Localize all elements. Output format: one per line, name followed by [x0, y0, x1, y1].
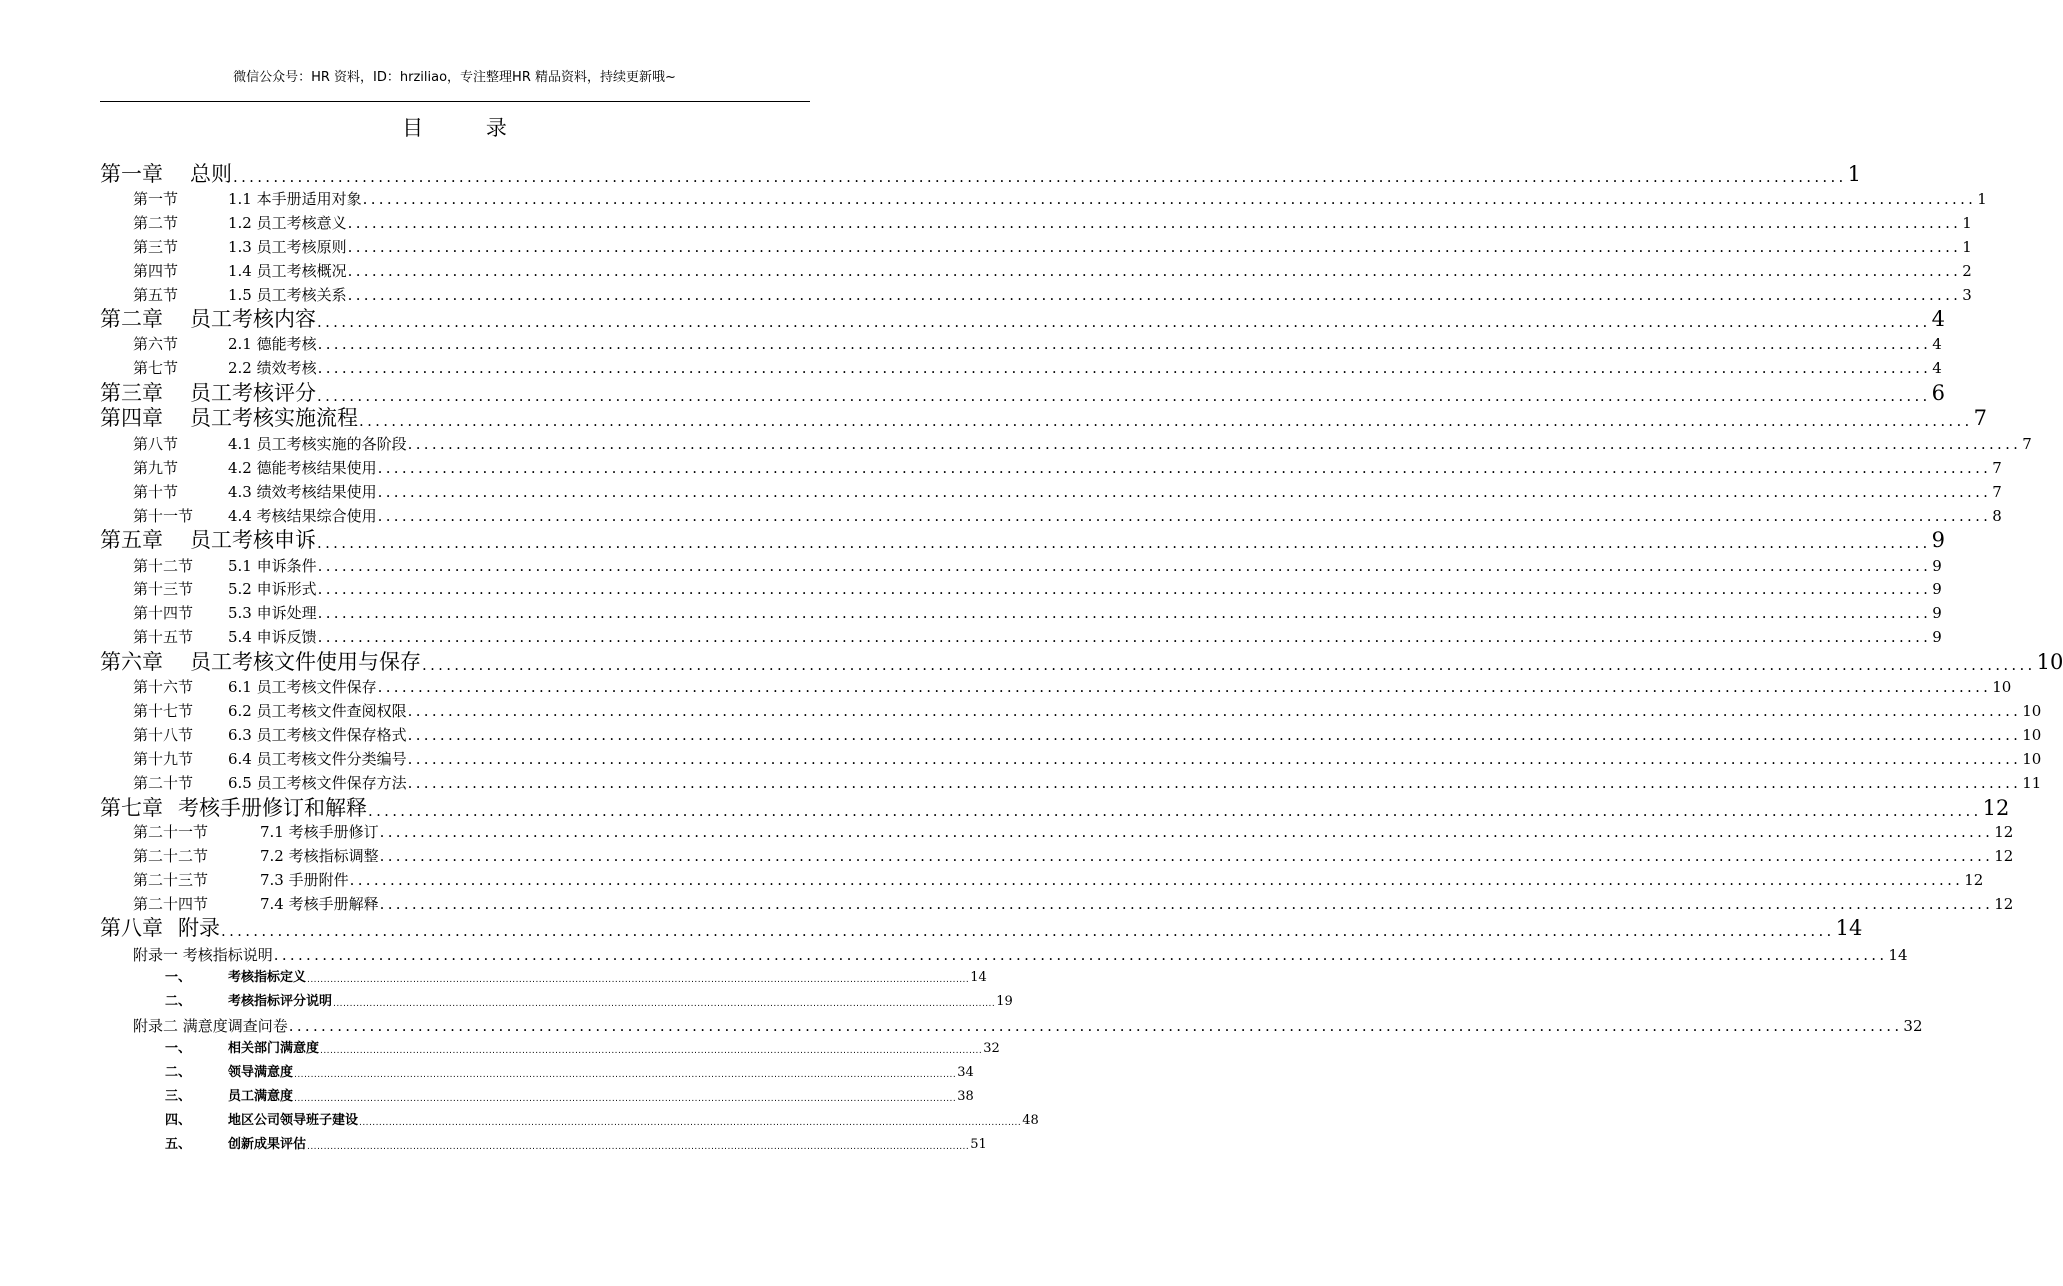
toc-section-label: 第十八节 [133, 726, 194, 744]
toc-leader: ........................................................................................................................................................................................................ [379, 823, 1994, 841]
toc-page-number: 12 [1994, 847, 2014, 865]
toc-leader: ........................................................................................................................................................................................................ [317, 580, 1932, 598]
toc-page-number: 1 [1962, 238, 1972, 256]
toc-section-6-3[interactable] [133, 725, 2042, 745]
toc-section-name: 1.3 员工考核原则 [228, 238, 347, 256]
toc-page-number: 1 [1962, 214, 1972, 232]
toc-leader: ........................................................................................................................................................................................................ [317, 628, 1932, 646]
toc-appendix-2-item-4[interactable] [165, 1112, 1039, 1130]
toc-section-1-4[interactable] [133, 261, 1972, 281]
toc-section-5-2[interactable] [133, 579, 1942, 599]
toc-section-name: 4.4 考核结果综合使用 [228, 507, 377, 525]
toc-item-name: 创新成果评估 [228, 1137, 307, 1152]
toc-leader: ........................................................................................................................................................................................................ [379, 895, 1994, 913]
toc-page-number: 32 [983, 1041, 1000, 1056]
toc-item-name: 考核指标评分说明 [228, 994, 333, 1009]
toc-leader: ........................................................................................................................................................................................................ [317, 335, 1932, 353]
toc-section-1-1[interactable] [133, 189, 1987, 209]
toc-section-label: 第八节 [133, 435, 179, 453]
toc-chapter-3[interactable] [100, 380, 1945, 406]
toc-leader: ........................................................................................................................................................................................................ [317, 313, 1931, 331]
toc-section-name: 5.3 申诉处理 [228, 604, 317, 622]
toc-chapter-label: 第三章 [100, 381, 163, 405]
toc-page-number: 34 [957, 1065, 974, 1080]
toc-chapter-label: 第二章 [100, 307, 163, 331]
toc-page-number: 19 [996, 994, 1013, 1009]
toc-section-name: 1.2 员工考核意义 [228, 214, 347, 232]
toc-chapter-4[interactable] [100, 405, 1987, 431]
toc-section-7-4[interactable] [133, 894, 2014, 914]
toc-page-number: 10 [2036, 650, 2063, 674]
toc-leader: ........................................................................................................................................................................................................ [307, 975, 970, 985]
toc-section-name: 7.2 考核指标调整 [260, 847, 379, 865]
toc-leader: ........................................................................................................................................................................................................ [347, 214, 1962, 232]
toc-section-5-4[interactable] [133, 627, 1942, 647]
toc-section-4-1[interactable] [133, 434, 2032, 454]
toc-section-label: 第五节 [133, 286, 179, 304]
toc-item-label: 四、 [165, 1113, 192, 1128]
toc-section-label: 第九节 [133, 459, 179, 477]
toc-appendix-1-item-1[interactable] [165, 969, 987, 987]
toc-page-number: 9 [1932, 580, 1942, 598]
toc-appendix-name: 附录二 满意度调查问卷 [133, 1017, 288, 1035]
toc-section-7-3[interactable] [133, 870, 1984, 890]
toc-leader: ........................................................................................................................................................................................................ [317, 534, 1931, 552]
toc-chapter-name: 总则 [190, 162, 232, 186]
toc-item-label: 一、 [165, 970, 192, 985]
toc-section-name: 6.4 员工考核文件分类编号 [228, 750, 407, 768]
toc-section-4-4[interactable] [133, 506, 2002, 526]
toc-section-name: 7.4 考核手册解释 [260, 895, 379, 913]
toc-page-number: 12 [1964, 871, 1984, 889]
toc-section-2-2[interactable] [133, 358, 1942, 378]
toc-leader: ........................................................................................................................................................................................................ [368, 802, 1982, 820]
toc-item-label: 一、 [165, 1041, 192, 1056]
toc-item-label: 五、 [165, 1137, 192, 1152]
toc-leader: ........................................................................................................................................................................................................ [362, 190, 1977, 208]
toc-chapter-name: 员工考核实施流程 [190, 406, 358, 430]
toc-section-6-5[interactable] [133, 773, 2042, 793]
toc-section-name: 6.2 员工考核文件查阅权限 [228, 702, 407, 720]
toc-item-name: 地区公司领导班子建设 [228, 1113, 359, 1128]
toc-leader: ........................................................................................................................................................................................................ [407, 774, 2022, 792]
toc-section-5-3[interactable] [133, 603, 1942, 623]
toc-appendix-name: 附录一 考核指标说明 [133, 946, 273, 964]
toc-page-number: 10 [2022, 750, 2042, 768]
toc-title: 目 录 [402, 116, 535, 140]
toc-section-4-3[interactable] [133, 482, 2002, 502]
toc-section-name: 1.5 员工考核关系 [228, 286, 347, 304]
toc-item-label: 二、 [165, 1065, 192, 1080]
toc-chapter-label: 第一章 [100, 162, 163, 186]
toc-chapter-6[interactable] [100, 649, 2063, 675]
toc-leader: ........................................................................................................................................................................................................ [333, 999, 996, 1009]
toc-section-name: 4.1 员工考核实施的各阶段 [228, 435, 407, 453]
toc-appendix-2-item-2[interactable] [165, 1064, 974, 1082]
toc-section-1-3[interactable] [133, 237, 1972, 257]
toc-section-5-1[interactable] [133, 556, 1942, 576]
toc-leader: ........................................................................................................................................................................................................ [359, 412, 1973, 430]
toc-section-name: 5.1 申诉条件 [228, 557, 317, 575]
toc-section-label: 第三节 [133, 238, 179, 256]
toc-section-name: 2.1 德能考核 [228, 335, 317, 353]
toc-item-name: 相关部门满意度 [228, 1041, 320, 1056]
toc-appendix-2-item-1[interactable] [165, 1040, 1000, 1058]
toc-section-label: 第二十节 [133, 774, 194, 792]
toc-page-number: 4 [1932, 359, 1942, 377]
toc-leader: ........................................................................................................................................................................................................ [307, 1142, 970, 1152]
toc-appendix-1-item-2[interactable] [165, 993, 1013, 1011]
toc-page-number: 9 [1932, 604, 1942, 622]
toc-section-label: 第一节 [133, 190, 179, 208]
toc-chapter-name: 附录 [178, 916, 220, 940]
toc-section-name: 4.3 绩效考核结果使用 [228, 483, 377, 501]
toc-page-number: 10 [2022, 702, 2042, 720]
toc-section-7-2[interactable] [133, 846, 2014, 866]
toc-chapter-7[interactable] [100, 795, 2010, 821]
toc-page-number: 8 [1992, 507, 2002, 525]
toc-section-6-4[interactable] [133, 749, 2042, 769]
toc-section-label: 第十一节 [133, 507, 194, 525]
toc-leader: ........................................................................................................................................................................................................ [317, 557, 1932, 575]
toc-leader: ........................................................................................................................................................................................................ [317, 359, 1932, 377]
toc-leader: ........................................................................................................................................................................................................ [317, 387, 1931, 405]
toc-section-6-2[interactable] [133, 701, 2042, 721]
toc-page-number: 12 [1994, 823, 2014, 841]
toc-leader: ........................................................................................................................................................................................................ [407, 702, 2022, 720]
toc-leader: ........................................................................................................................................................................................................ [407, 750, 2022, 768]
toc-item-name: 领导满意度 [228, 1065, 294, 1080]
toc-section-name: 1.4 员工考核概况 [228, 262, 347, 280]
toc-leader: ........................................................................................................................................................................................................ [379, 847, 1994, 865]
toc-chapter-label: 第八章 [100, 916, 163, 940]
toc-chapter-label: 第五章 [100, 528, 163, 552]
toc-appendix-2-item-3[interactable] [165, 1088, 974, 1106]
toc-page-number: 14 [970, 970, 987, 985]
toc-page-number: 14 [1835, 916, 1863, 940]
toc-section-1-5[interactable] [133, 285, 1972, 305]
toc-chapter-8[interactable] [100, 915, 1863, 941]
toc-page-number: 12 [1994, 895, 2014, 913]
toc-leader: ........................................................................................................................................................................................................ [347, 286, 1962, 304]
toc-section-name: 6.1 员工考核文件保存 [228, 678, 377, 696]
toc-chapter-name: 员工考核内容 [190, 307, 316, 331]
toc-section-label: 第十九节 [133, 750, 194, 768]
toc-section-name: 1.1 本手册适用对象 [228, 190, 362, 208]
toc-section-2-1[interactable] [133, 334, 1942, 354]
toc-page-number: 12 [1982, 796, 2010, 820]
toc-section-label: 第二十三节 [133, 871, 209, 889]
toc-page-number: 32 [1903, 1017, 1923, 1035]
toc-page-number: 4 [1932, 335, 1942, 353]
toc-chapter-name: 考核手册修订和解释 [178, 796, 367, 820]
toc-leader: ........................................................................................................................................................................................................ [221, 922, 1835, 940]
toc-leader: ........................................................................................................................................................................................................ [422, 656, 2036, 674]
toc-section-name: 7.3 手册附件 [260, 871, 349, 889]
toc-chapter-label: 第七章 [100, 796, 163, 820]
toc-leader: ........................................................................................................................................................................................................ [347, 262, 1962, 280]
toc-leader: ........................................................................................................................................................................................................ [407, 435, 2022, 453]
toc-section-label: 第七节 [133, 359, 179, 377]
toc-section-name: 5.4 申诉反馈 [228, 628, 317, 646]
toc-item-label: 二、 [165, 994, 192, 1009]
toc-page-number: 7 [2022, 435, 2032, 453]
toc-section-label: 第六节 [133, 335, 179, 353]
toc-section-name: 5.2 申诉形式 [228, 580, 317, 598]
toc-section-name: 6.5 员工考核文件保存方法 [228, 774, 407, 792]
toc-chapter-name: 员工考核申诉 [190, 528, 316, 552]
toc-page-number: 7 [1992, 483, 2002, 501]
toc-leader: ........................................................................................................................................................................................................ [347, 238, 1962, 256]
toc-section-label: 第十五节 [133, 628, 194, 646]
toc-page-number: 6 [1931, 381, 1945, 405]
toc-section-label: 第十六节 [133, 678, 194, 696]
toc-section-name: 7.1 考核手册修订 [260, 823, 379, 841]
toc-page-number: 7 [1992, 459, 2002, 477]
toc-leader: ........................................................................................................................................................................................................ [288, 1017, 1903, 1035]
toc-page-number: 9 [1931, 528, 1945, 552]
toc-leader: ........................................................................................................................................................................................................ [377, 459, 1992, 477]
toc-section-label: 第十二节 [133, 557, 194, 575]
header-divider [100, 101, 810, 102]
toc-page-number: 10 [1992, 678, 2012, 696]
toc-leader: ........................................................................................................................................................................................................ [377, 678, 1992, 696]
toc-page-number: 2 [1962, 262, 1972, 280]
toc-appendix-1[interactable] [133, 945, 1908, 965]
toc-page-number: 38 [957, 1089, 974, 1104]
toc-chapter-5[interactable] [100, 527, 1945, 553]
toc-page-number: 48 [1022, 1113, 1039, 1128]
toc-section-label: 第二十二节 [133, 847, 209, 865]
toc-chapter-label: 第四章 [100, 406, 163, 430]
toc-chapter-label: 第六章 [100, 650, 163, 674]
toc-leader: ........................................................................................................................................................................................................ [233, 168, 1847, 186]
toc-leader: ........................................................................................................................................................................................................ [359, 1118, 1022, 1128]
toc-page-number: 1 [1977, 190, 1987, 208]
toc-leader: ........................................................................................................................................................................................................ [294, 1094, 957, 1104]
toc-leader: ........................................................................................................................................................................................................ [349, 871, 1964, 889]
toc-section-label: 第十七节 [133, 702, 194, 720]
toc-section-label: 第十三节 [133, 580, 194, 598]
toc-page-number: 4 [1931, 307, 1945, 331]
toc-chapter-1[interactable] [100, 161, 1861, 187]
toc-leader: ........................................................................................................................................................................................................ [294, 1070, 957, 1080]
toc-page-number: 11 [2022, 774, 2042, 792]
toc-page-number: 3 [1962, 286, 1972, 304]
toc-leader: ........................................................................................................................................................................................................ [377, 483, 1992, 501]
toc-leader: ........................................................................................................................................................................................................ [273, 946, 1888, 964]
toc-page-number: 9 [1932, 557, 1942, 575]
toc-item-name: 考核指标定义 [228, 970, 307, 985]
toc-section-label: 第四节 [133, 262, 179, 280]
toc-section-7-1[interactable] [133, 822, 2014, 842]
toc-leader: ........................................................................................................................................................................................................ [320, 1046, 983, 1056]
toc-section-label: 第二节 [133, 214, 179, 232]
toc-section-1-2[interactable] [133, 213, 1972, 233]
toc-leader: ........................................................................................................................................................................................................ [317, 604, 1932, 622]
toc-chapter-2[interactable] [100, 306, 1945, 332]
toc-page-number: 7 [1973, 406, 1987, 430]
toc-page-number: 14 [1888, 946, 1908, 964]
toc-leader: ........................................................................................................................................................................................................ [377, 507, 1992, 525]
toc-item-label: 三、 [165, 1089, 192, 1104]
toc-page-number: 1 [1847, 162, 1861, 186]
toc-page-number: 51 [970, 1137, 987, 1152]
toc-section-label: 第十节 [133, 483, 179, 501]
toc-chapter-name: 员工考核评分 [190, 381, 316, 405]
toc-section-name: 6.3 员工考核文件保存格式 [228, 726, 407, 744]
toc-page-number: 9 [1932, 628, 1942, 646]
toc-item-name: 员工满意度 [228, 1089, 294, 1104]
toc-section-name: 2.2 绩效考核 [228, 359, 317, 377]
page-header-text: 微信公众号：HR 资料，ID：hrziliao，专注整理HR 精品资料，持续更新哦~ [233, 70, 676, 85]
toc-section-label: 第二十四节 [133, 895, 209, 913]
toc-section-label: 第二十一节 [133, 823, 209, 841]
toc-appendix-2[interactable] [133, 1016, 1923, 1036]
toc-leader: ........................................................................................................................................................................................................ [407, 726, 2022, 744]
toc-section-name: 4.2 德能考核结果使用 [228, 459, 377, 477]
toc-page-number: 10 [2022, 726, 2042, 744]
toc-section-4-2[interactable] [133, 458, 2002, 478]
toc-section-6-1[interactable] [133, 677, 2012, 697]
toc-appendix-2-item-5[interactable] [165, 1136, 987, 1154]
toc-section-label: 第十四节 [133, 604, 194, 622]
toc-chapter-name: 员工考核文件使用与保存 [190, 650, 421, 674]
